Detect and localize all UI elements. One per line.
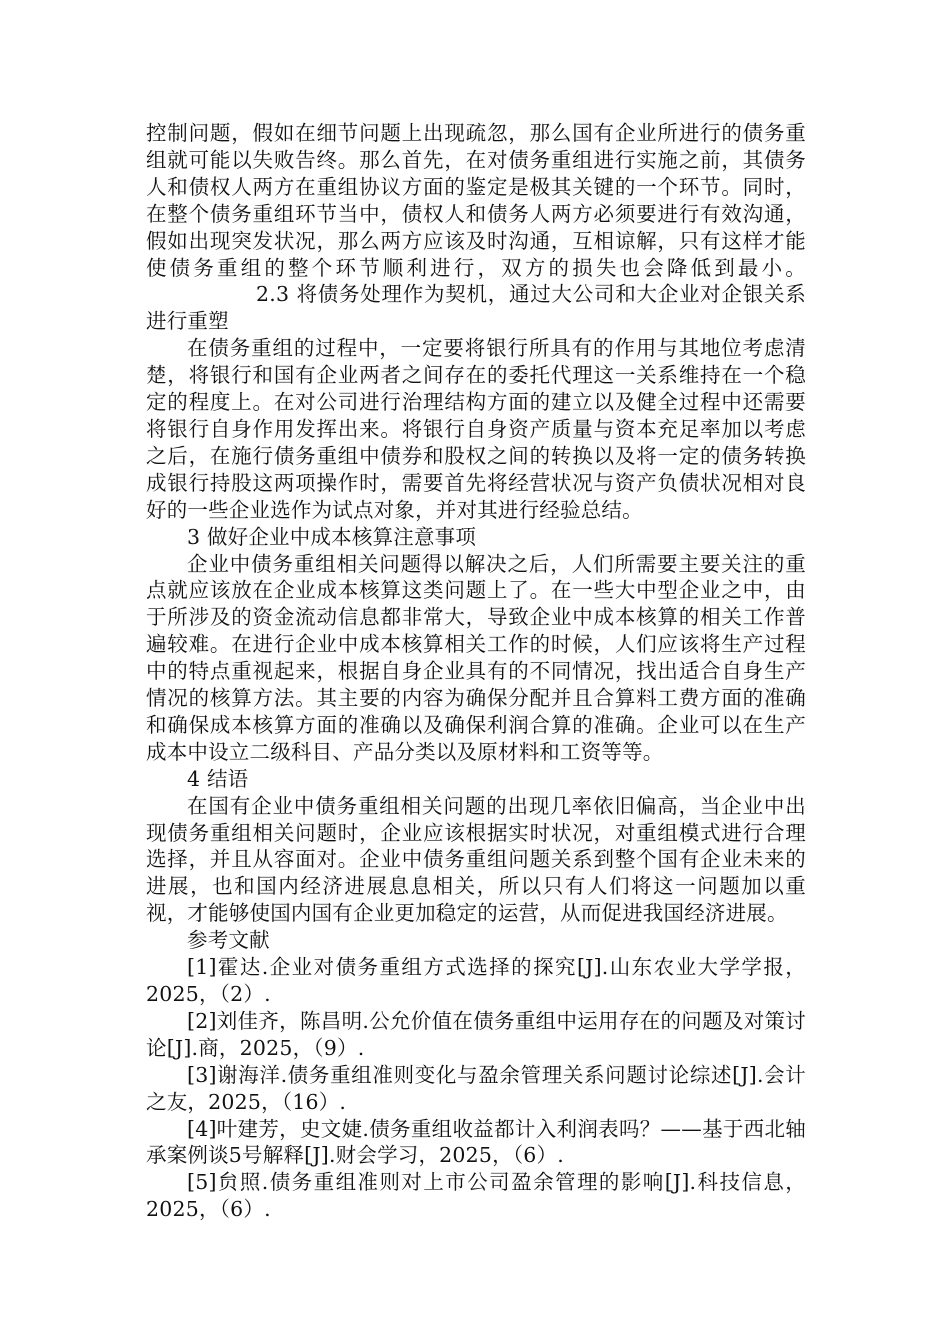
reference-item-5: [5]贠照.债务重组准则对上市公司盈余管理的影响[J].科技信息，2025，（6）. — [146, 1170, 806, 1222]
section-heading-2-3: 2.3 将债务处理作为契机，通过大公司和大企业对企银关系进行重塑 — [146, 282, 806, 334]
paragraph-bank-role: 在债务重组的过程中，一定要将银行所具有的作用与其地位考虑清楚，将银行和国有企业两者之间存在的委托代理这一关系维持在一个稳定的程度上。在对公司进行治理结构方面的建立以及健全过程中还需要将银行自身作用发挥出来。将银行自身资产质量与资本充足率加以考虑之后，在施行债务重组中债券和股权之间的转换以及将一定的债务转换成银行持股这两项操作时，需要首先将经营状况与资产负债状况相对良好的一些企业选作为试点对象，并对其进行经验总结。 — [146, 336, 806, 522]
reference-item-1: [1]霍达.企业对债务重组方式选择的探究[J].山东农业大学学报，2025，（2）. — [146, 955, 806, 1006]
references-heading: 参考文献 — [187, 928, 270, 953]
paragraph-text: 控制问题，假如在细节问题上出现疏忽，那么国有企业所进行的债务重组就可能以失败告终。那么首先，在对债务重组进行实施之前，其债务人和债权人两方在重组协议方面的鉴定是极其关键的一个环节。同时，在整个债务重组环节当中，债权人和债务人两方必须要进行有效沟通，假如出现突发状况，那么两方应该及时沟通，互相谅解，只有这样才能使债务重组的整个环节顺利进行，双方的损失也会降低到最小。 — [146, 121, 806, 280]
document-page — [146, 120, 806, 1223]
paragraph-conclusion: 在国有企业中债务重组相关问题的出现几率依旧偏高，当企业中出现债务重组相关问题时，企业应该根据实时状况，对重组模式进行合理选择，并且从容面对。企业中债务重组问题关系到整个国有企业未来的进展，也和国内经济进展息息相关，所以只有人们将这一问题加以重视，才能够使国内国有企业更加稳定的运营，从而促进我国经济进展。 — [146, 793, 806, 926]
reference-item-4: [4]叶建芳，史文婕.债务重组收益都计入利润表吗？——基于西北轴承案例谈5号解释[J].财会学习，2025，（6）. — [146, 1116, 806, 1168]
section-heading-4: 4 结语 — [187, 766, 249, 791]
reference-item-2: [2]刘佳齐，陈昌明.公允价值在债务重组中运用存在的问题及对策讨论[J].商，2025，（9）. — [146, 1008, 806, 1060]
paragraph-cost-accounting: 企业中债务重组相关问题得以解决之后，人们所需要主要关注的重点就应该放在企业成本核算这类问题上了。在一些大中型企业之中，由于所涉及的资金流动信息都非常大，导致企业中成本核算的相关工作普遍较难。在进行企业中成本核算相关工作的时候，人们应该将生产过程中的特点重视起来，根据自身企业具有的不同情况，找出适合自身生产情况的核算方法。其主要的内容为确保分配并且合算料工费方面的准确和确保成本核算方面的准确以及确保利润合算的准确。企业可以在生产成本中设立二级科目、产品分类以及原材料和工资等等。 — [146, 551, 806, 764]
reference-item-3: [3]谢海洋.债务重组准则变化与盈余管理关系问题讨论综述[J].会计之友，2025，（16）. — [146, 1062, 806, 1114]
section-heading-3: 3 做好企业中成本核算注意事项 — [187, 524, 477, 549]
paragraph-continuation — [146, 120, 806, 335]
